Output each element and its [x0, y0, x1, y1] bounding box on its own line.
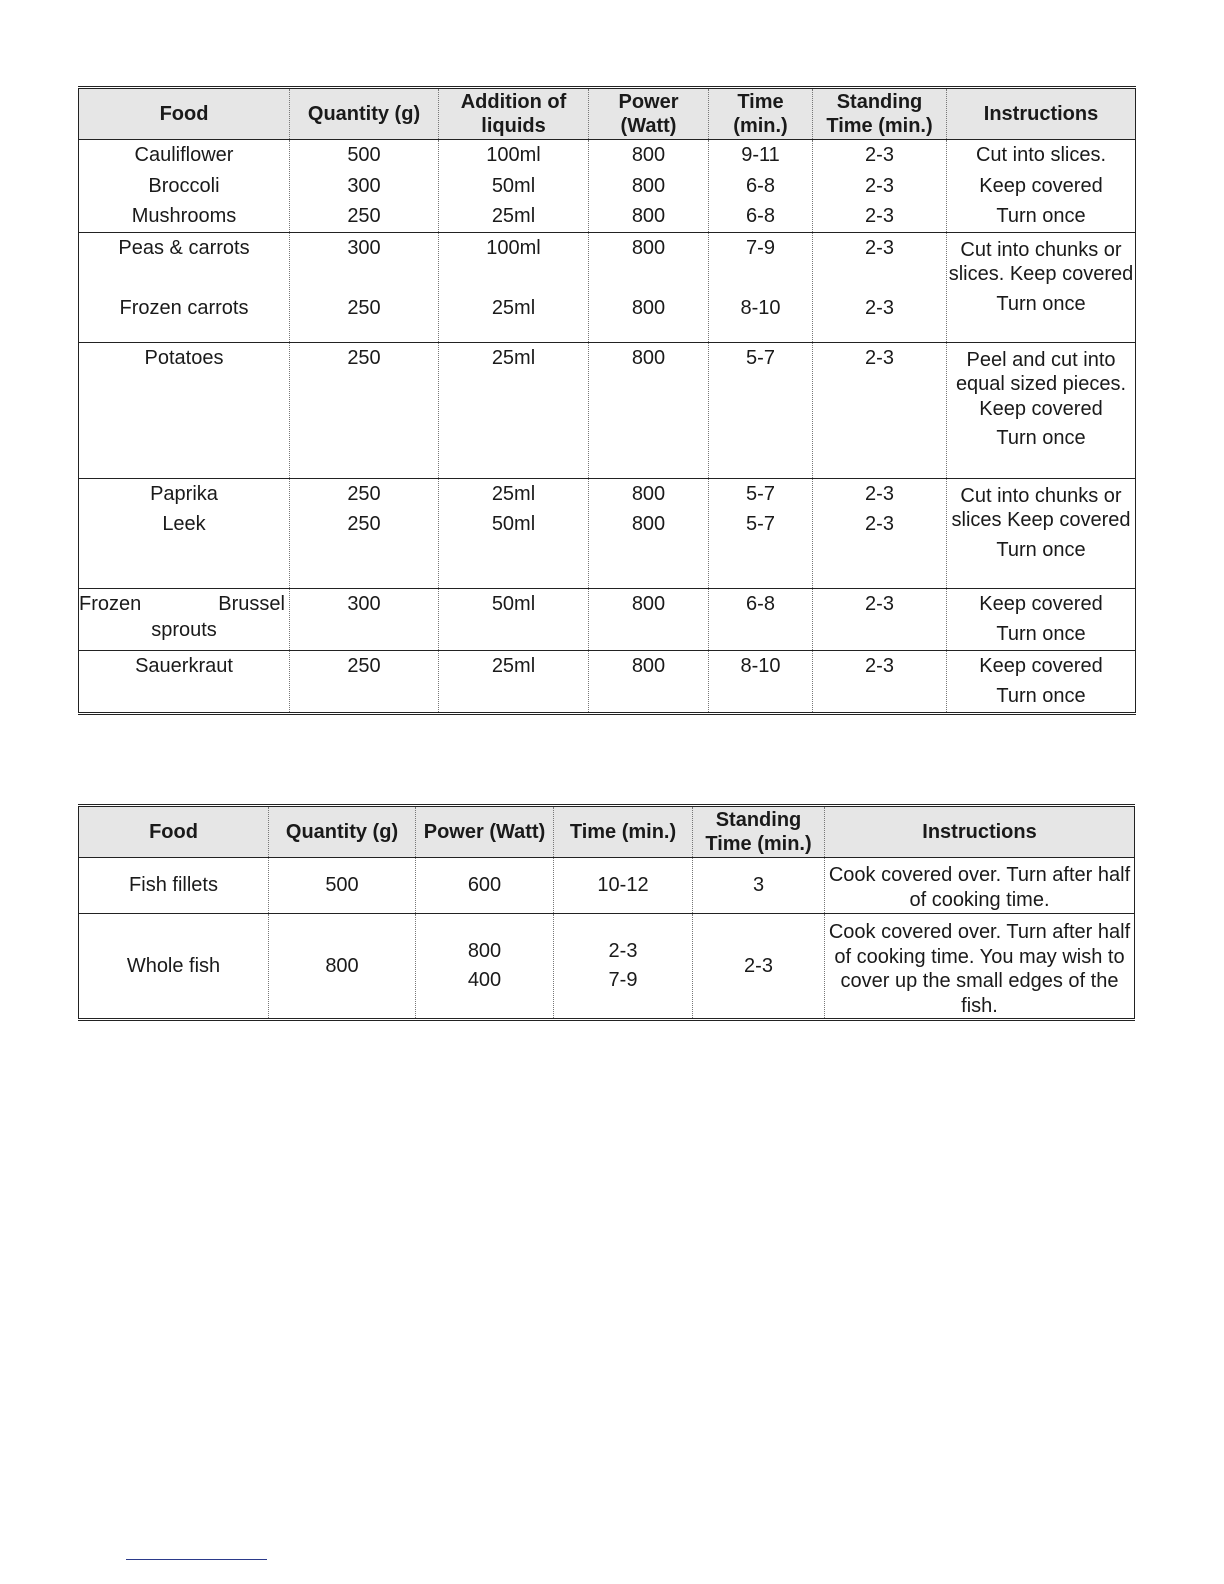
quantity-cell: 250: [290, 342, 439, 478]
table-row: [79, 588, 1136, 650]
food-cell: Cauliflower Broccoli Mushrooms: [131, 144, 237, 227]
table-row: [79, 914, 1135, 1020]
standing-time-cell: 2-3 2-3: [813, 232, 947, 342]
liquid-cell: 100ml 50ml 25ml: [439, 140, 589, 233]
power-cell: 800: [589, 650, 709, 713]
time-cell: 5-7 5-7: [709, 478, 813, 588]
liquid-cell: 25ml: [439, 650, 589, 713]
power-cell: 800 800: [589, 232, 709, 342]
food-cell: Peas & carrots Frozen carrots: [118, 236, 250, 319]
quantity-cell: 800: [269, 914, 416, 1020]
standing-time-cell: 2-3: [693, 914, 825, 1020]
header-time: Time (min.): [554, 806, 693, 858]
quantity-cell: 250 250: [290, 478, 439, 588]
table-row: [79, 858, 1135, 914]
power-cell: 800: [589, 588, 709, 650]
instructions-cell: Cook covered over. Turn after half of cooking time. You may wish to cover up the small edges of the fish.: [825, 914, 1135, 1020]
table-row: [79, 650, 1136, 713]
fish-cooking-table: [78, 804, 1135, 1021]
instructions-cell: Cut into chunks or slices Keep covered Turn once: [947, 478, 1136, 588]
instructions-cell: Cook covered over. Turn after half of cooking time.: [825, 858, 1135, 914]
standing-time-cell: 2-3 2-3: [813, 478, 947, 588]
header-power: Power (Watt): [589, 88, 709, 140]
table-row: [79, 232, 1136, 342]
table-header-row: [79, 806, 1135, 858]
food-cell: Frozen Brussel sprouts: [79, 592, 285, 641]
standing-time-cell: 2-3: [813, 588, 947, 650]
power-cell: 800 800: [589, 478, 709, 588]
liquid-cell: 50ml: [439, 588, 589, 650]
quantity-cell: 300 250: [290, 232, 439, 342]
time-cell: 5-7: [709, 342, 813, 478]
time-cell: 9-11 6-8 6-8: [709, 140, 813, 233]
quantity-cell: 500: [269, 858, 416, 914]
time-cell: 7-9 8-10: [709, 232, 813, 342]
quantity-cell: 500 300 250: [290, 140, 439, 233]
instructions-cell: Cut into chunks or slices. Keep covered Turn once: [947, 232, 1136, 342]
header-instructions: Instructions: [825, 806, 1135, 858]
table-header-row: [79, 88, 1136, 140]
header-liquids: Addition of liquids: [439, 88, 589, 140]
table-row: [79, 140, 1136, 233]
liquid-cell: 100ml 25ml: [439, 232, 589, 342]
instructions-cell: Keep covered Turn once: [947, 588, 1136, 650]
vegetables-cooking-table: [78, 86, 1136, 715]
power-cell: 800: [589, 342, 709, 478]
time-cell: 2-3 7-9: [554, 914, 693, 1020]
header-food: Food: [79, 88, 290, 140]
liquid-cell: 25ml: [439, 342, 589, 478]
food-cell: Potatoes: [144, 346, 224, 369]
time-cell: 10-12: [554, 858, 693, 914]
food-cell: Fish fillets: [129, 874, 218, 897]
header-quantity: Quantity (g): [290, 88, 439, 140]
footnote-separator: [126, 1559, 267, 1560]
power-cell: 800 800 800: [589, 140, 709, 233]
header-standing-time: Standing Time (min.): [693, 806, 825, 858]
quantity-cell: 250: [290, 650, 439, 713]
header-time: Time (min.): [709, 88, 813, 140]
food-cell: Sauerkraut: [135, 654, 233, 677]
quantity-cell: 300: [290, 588, 439, 650]
power-cell: 800 400: [416, 914, 554, 1020]
time-cell: 6-8: [709, 588, 813, 650]
table-row: [79, 478, 1136, 588]
food-cell: Whole fish: [126, 954, 221, 977]
header-food: Food: [79, 806, 269, 858]
power-cell: 600: [416, 858, 554, 914]
liquid-cell: 25ml 50ml: [439, 478, 589, 588]
standing-time-cell: 2-3 2-3 2-3: [813, 140, 947, 233]
header-power: Power (Watt): [416, 806, 554, 858]
food-cell: Paprika Leek: [150, 482, 218, 535]
standing-time-cell: 2-3: [813, 650, 947, 713]
standing-time-cell: 2-3: [813, 342, 947, 478]
time-cell: 8-10: [709, 650, 813, 713]
header-quantity: Quantity (g): [269, 806, 416, 858]
header-standing-time: Standing Time (min.): [813, 88, 947, 140]
standing-time-cell: 3: [693, 858, 825, 914]
header-instructions: Instructions: [947, 88, 1136, 140]
instructions-cell: Peel and cut into equal sized pieces. Keep covered Turn once: [947, 342, 1136, 478]
instructions-cell: Cut into slices. Keep covered Turn once: [947, 140, 1136, 233]
table-row: [79, 342, 1136, 478]
instructions-cell: Keep covered Turn once: [947, 650, 1136, 713]
